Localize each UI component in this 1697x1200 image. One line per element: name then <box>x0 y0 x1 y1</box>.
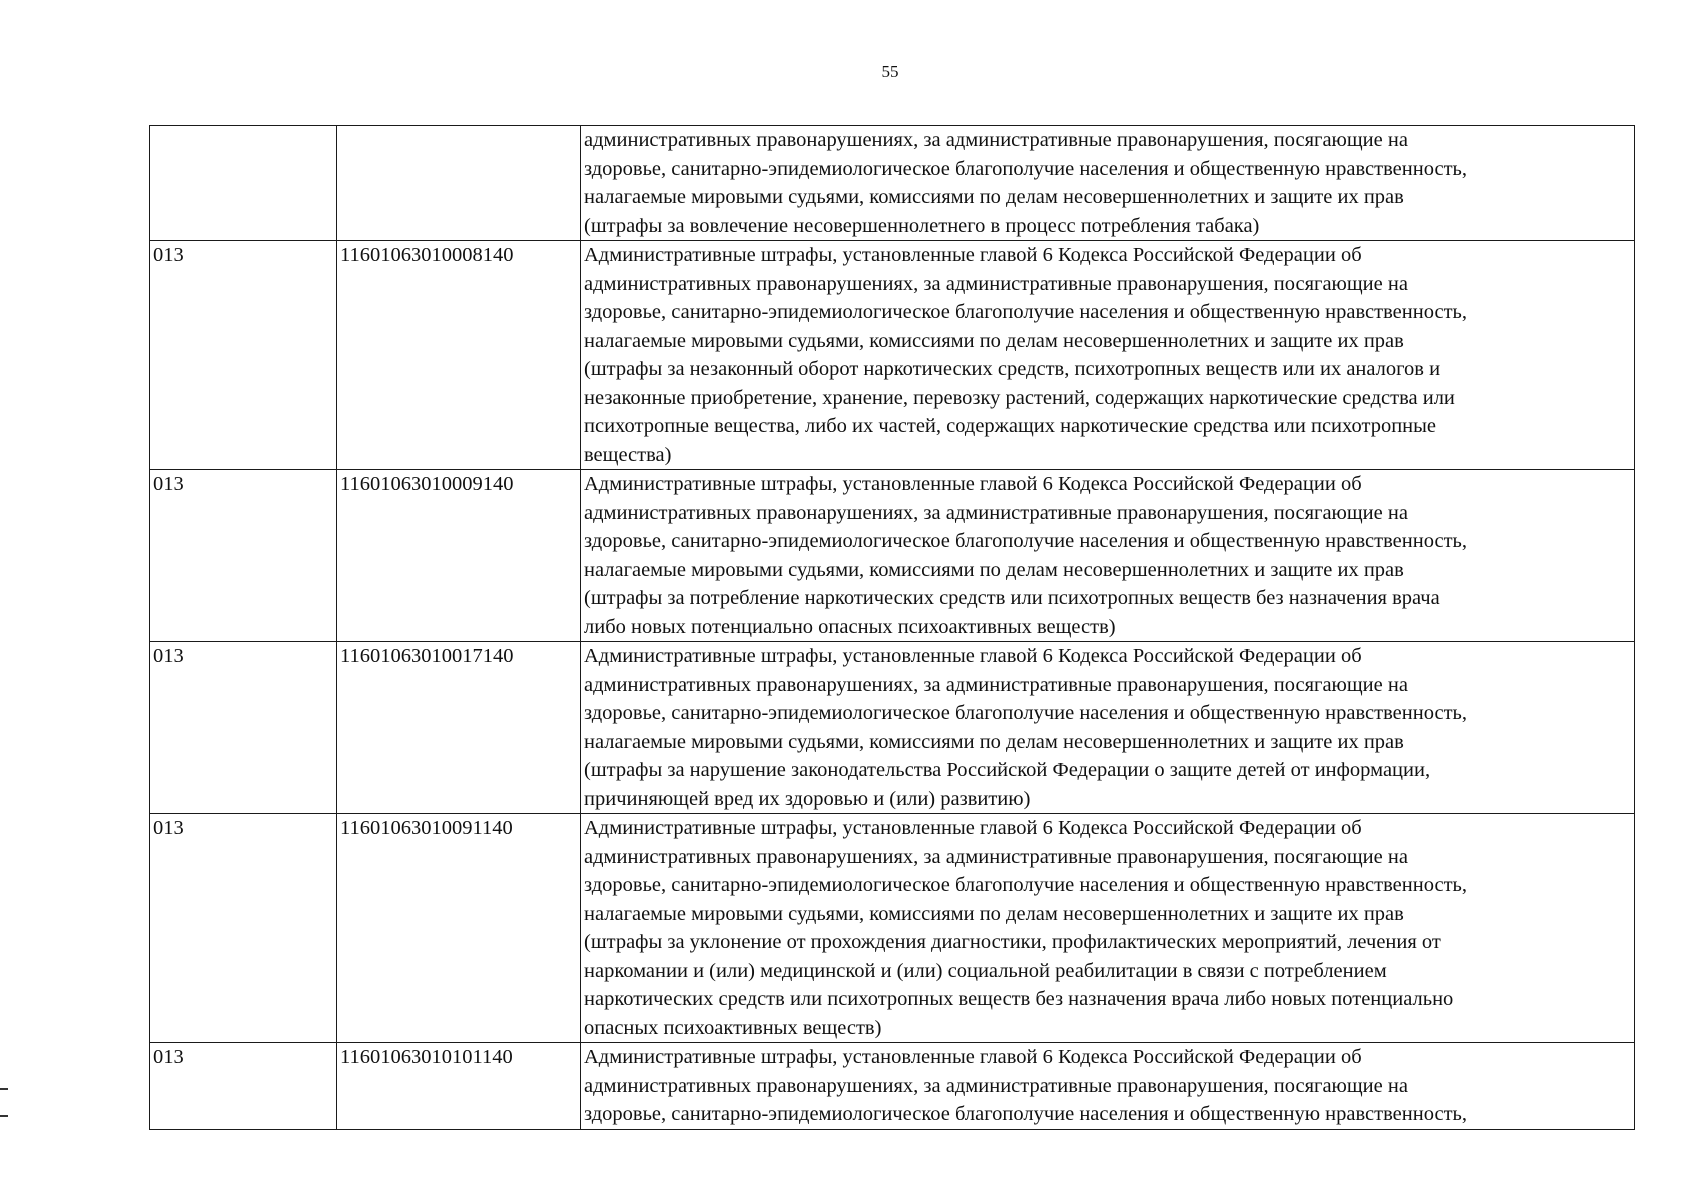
table-row <box>150 241 1635 470</box>
admin-code-cell: 013 <box>150 1043 337 1130</box>
kbk-code-cell: 11601063010091140 <box>337 814 581 1043</box>
kbk-code-cell: 11601063010008140 <box>337 241 581 470</box>
description-cell: Административные штрафы, установленные главой 6 Кодекса Российской Федерации об административных правонарушениях, за административные правонарушения, посягающие на здоровье, санитарно-эпидемиологическое благополучие населения и общественную нравственность, налагаемые мировыми судьями, комиссиями по делам несовершеннолетних и защите их прав (штрафы за уклонение от прохождения диагностики, профилактических мероприятий, лечения от наркомании и (или) медицинской и (или) социальной реабилитации в связи с потреблением наркотических средств или психотропных веществ без назначения врача либо новых потенциально опасных психоактивных веществ) <box>581 814 1635 1043</box>
kbk-code-cell <box>337 126 581 241</box>
description-cell: Административные штрафы, установленные главой 6 Кодекса Российской Федерации об административных правонарушениях, за административные правонарушения, посягающие на здоровье, санитарно-эпидемиологическое благополучие населения и общественную нравственность, <box>581 1043 1635 1130</box>
kbk-code-cell: 11601063010101140 <box>337 1043 581 1130</box>
description-cell: Административные штрафы, установленные главой 6 Кодекса Российской Федерации об административных правонарушениях, за административные правонарушения, посягающие на здоровье, санитарно-эпидемиологическое благополучие населения и общественную нравственность, налагаемые мировыми судьями, комиссиями по делам несовершеннолетних и защите их прав (штрафы за незаконный оборот наркотических средств, психотропных веществ или их аналогов и незаконные приобретение, хранение, перевозку растений, содержащих наркотические средства или психотропные вещества, либо их частей, содержащих наркотические средства или психотропные вещества) <box>581 241 1635 470</box>
table-row <box>150 642 1635 814</box>
admin-code-cell: 013 <box>150 470 337 642</box>
description-cell: административных правонарушениях, за административные правонарушения, посягающие на здоровье, санитарно-эпидемиологическое благополучие населения и общественную нравственность, налагаемые мировыми судьями, комиссиями по делам несовершеннолетних и защите их прав (штрафы за вовлечение несовершеннолетнего в процесс потребления табака) <box>581 126 1635 241</box>
kbk-code-cell: 11601063010009140 <box>337 470 581 642</box>
description-cell: Административные штрафы, установленные главой 6 Кодекса Российской Федерации об административных правонарушениях, за административные правонарушения, посягающие на здоровье, санитарно-эпидемиологическое благополучие населения и общественную нравственность, налагаемые мировыми судьями, комиссиями по делам несовершеннолетних и защите их прав (штрафы за нарушение законодательства Российской Федерации о защите детей от информации, причиняющей вред их здоровью и (или) развитию) <box>581 642 1635 814</box>
budget-codes-table <box>149 125 1635 1130</box>
table-row <box>150 814 1635 1043</box>
scan-artifact-mark <box>0 1088 8 1090</box>
table-row <box>150 470 1635 642</box>
admin-code-cell <box>150 126 337 241</box>
table-row <box>150 126 1635 241</box>
kbk-code-cell: 11601063010017140 <box>337 642 581 814</box>
description-cell: Административные штрафы, установленные главой 6 Кодекса Российской Федерации об административных правонарушениях, за административные правонарушения, посягающие на здоровье, санитарно-эпидемиологическое благополучие населения и общественную нравственность, налагаемые мировыми судьями, комиссиями по делам несовершеннолетних и защите их прав (штрафы за потребление наркотических средств или психотропных веществ без назначения врача либо новых потенциально опасных психоактивных веществ) <box>581 470 1635 642</box>
admin-code-cell: 013 <box>150 642 337 814</box>
admin-code-cell: 013 <box>150 241 337 470</box>
table-row <box>150 1043 1635 1130</box>
scan-artifact-mark <box>0 1115 8 1117</box>
page-number: 55 <box>881 62 899 81</box>
admin-code-cell: 013 <box>150 814 337 1043</box>
